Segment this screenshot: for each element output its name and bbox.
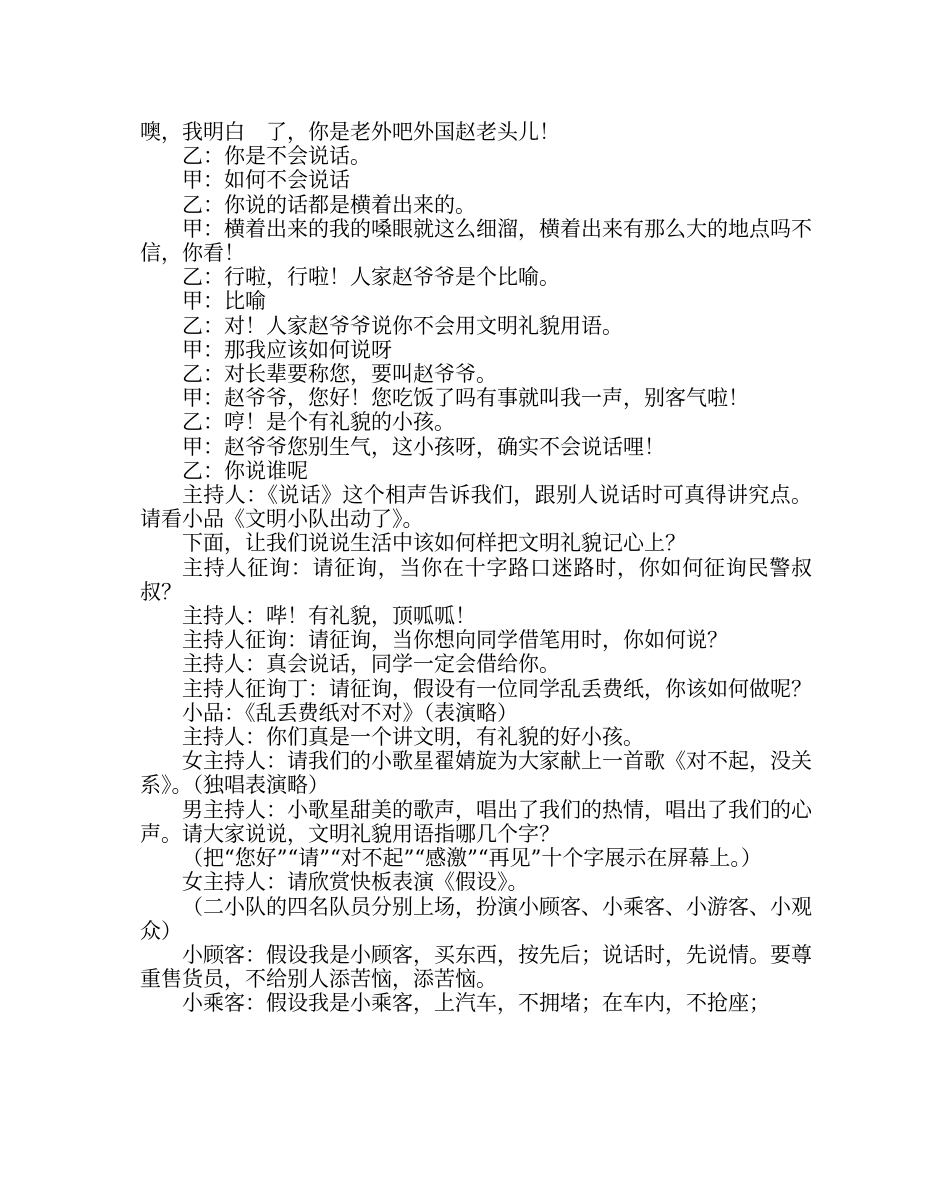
paragraph: 主持人：哔！有礼貌，顶呱呱！: [182, 604, 476, 629]
paragraph: 女主持人：请欣赏快板表演《假设》。: [182, 870, 529, 895]
paragraph: 乙：你是不会说话。: [182, 144, 371, 169]
paragraph: 乙：哼！是个有礼貌的小孩。: [182, 410, 455, 435]
paragraph: 甲：横着出来的我的嗓眼就这么细溜，横着出来有那么大的地点吗不信，你看！: [140, 216, 812, 266]
paragraph: 噢，我明白 了，你是老外吧外国赵老头儿！: [140, 120, 560, 144]
paragraph: 乙：对！人家赵爷爷说你不会用文明礼貌用语。: [182, 313, 623, 338]
document-page: [140, 120, 812, 1016]
paragraph: 小品：《乱丢费纸对不对》（表演略）: [182, 700, 518, 725]
paragraph: 女主持人：请我们的小歌星翟婧旋为大家献上一首歌《对不起，没关系》。（独唱表演略）: [140, 749, 812, 798]
paragraph: 主持人：真会说话，同学一定会借给你。: [182, 652, 560, 677]
paragraph: 乙：你说的话都是横着出来的。: [182, 192, 476, 217]
paragraph: 乙：对长辈要称您，要叫赵爷爷。: [182, 362, 497, 387]
paragraph: 主持人：《说话》这个相声告诉我们，跟别人说话时可真得讲究点。请看小品《文明小队出动了》。: [140, 483, 812, 532]
paragraph: 主持人：你们真是一个讲文明，有礼貌的好小孩。: [182, 725, 644, 750]
paragraph: 乙：行啦，行啦！人家赵爷爷是个比喻。: [182, 265, 560, 290]
paragraph: 主持人征询：请征询，当你在十字路口迷路时，你如何征询民警叔叔？: [140, 555, 812, 604]
paragraph: 下面，让我们说说生活中该如何样把文明礼貌记心上？: [182, 531, 686, 556]
paragraph: 小顾客：假设我是小顾客，买东西，按先后；说话时，先说情。要尊重售货员，不给别人添苦恼，添苦恼。: [140, 942, 812, 992]
paragraph: 乙：你说谁呢: [182, 458, 308, 483]
paragraph: 甲：赵爷爷您别生气，这小孩呀，确实不会说话哩！: [182, 434, 665, 459]
paragraph: 甲：赵爷爷，您好！您吃饭了吗有事就叫我一声，别客气啦！: [182, 386, 749, 411]
paragraph: 甲：那我应该如何说呀: [182, 337, 392, 362]
paragraph: 甲：比喻: [182, 289, 266, 314]
paragraph: （二小队的四名队员分别上场，扮演小顾客、小乘客、小游客、小观众）: [140, 894, 812, 943]
paragraph: 小乘客：假设我是小乘客，上汽车，不拥堵；在车内，不抢座；: [182, 991, 770, 1016]
paragraph: 男主持人：小歌星甜美的歌声，唱出了我们的热情，唱出了我们的心声。请大家说说，文明礼貌用语指哪几个字？: [140, 797, 812, 846]
paragraph: 主持人征询：请征询，当你想向同学借笔用时，你如何说？: [182, 628, 728, 653]
paragraph: 主持人征询丁：请征询，假设有一位同学乱丢费纸，你该如何做呢？: [182, 676, 812, 701]
paragraph: （把“您好”“请”“对不起”“感激”“再见”十个字展示在屏幕上。）: [182, 846, 762, 871]
paragraph: 甲：如何不会说话: [182, 168, 350, 193]
